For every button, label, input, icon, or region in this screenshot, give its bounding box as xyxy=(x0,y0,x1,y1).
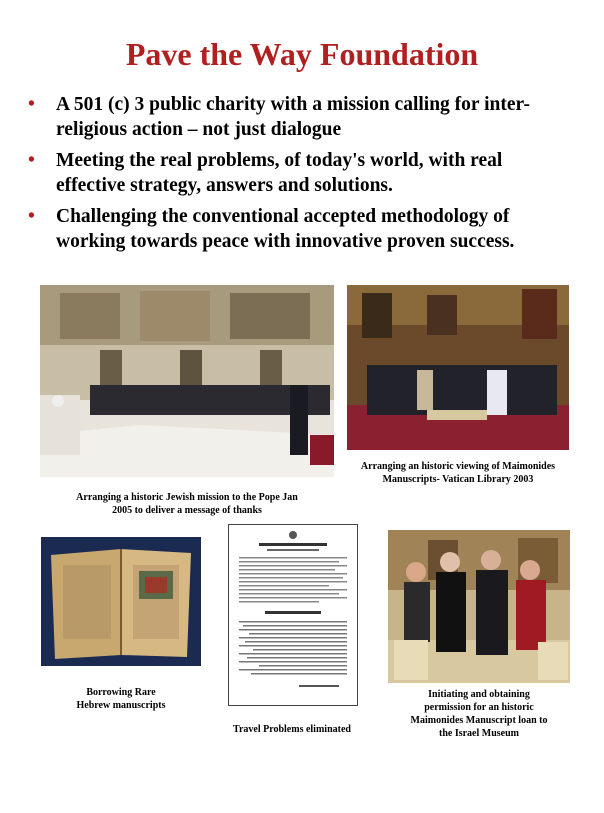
bullet-line: religious action – not just dialogue xyxy=(56,119,342,140)
bullet-line: A 501 (c) 3 public charity with a mission calling for inter- xyxy=(56,94,530,115)
bullet-dot: • xyxy=(28,150,35,171)
israel-museum-photo xyxy=(388,530,570,683)
vatican-library-photo xyxy=(347,285,569,450)
hebrew-manuscript-caption: Borrowing Rare Hebrew manuscripts xyxy=(76,687,166,711)
bullet-item xyxy=(28,92,594,142)
travel-document-image xyxy=(228,524,358,706)
vatican-library-caption: Arranging an historic viewing of Maimonides Manuscripts- Vatican Library 2003 xyxy=(360,461,556,485)
travel-document-caption: Travel Problems eliminated xyxy=(233,724,351,735)
bullet-dot: • xyxy=(28,94,35,115)
bullet-item xyxy=(28,148,594,198)
pope-audience-photo xyxy=(40,285,334,477)
bullet-line: Meeting the real problems, of today's world, with real xyxy=(56,150,503,171)
bullet-line: Challenging the conventional accepted methodology of xyxy=(56,206,510,227)
bullet-line: effective strategy, answers and solutions. xyxy=(56,175,393,196)
israel-museum-caption: Initiating and obtaining permission for an historic Maimonides Manuscript loan to the Israel Museum xyxy=(410,689,548,739)
bullet-list xyxy=(28,92,594,260)
bullet-item xyxy=(28,204,594,254)
bullet-dot: • xyxy=(28,206,35,227)
hebrew-manuscript-photo xyxy=(41,537,201,666)
page-title: Pave the Way Foundation xyxy=(125,36,479,72)
bullet-line: working towards peace with innovative proven success. xyxy=(56,231,515,252)
pope-audience-caption: Arranging a historic Jewish mission to the Pope Jan 2005 to deliver a message of thanks xyxy=(76,492,298,516)
